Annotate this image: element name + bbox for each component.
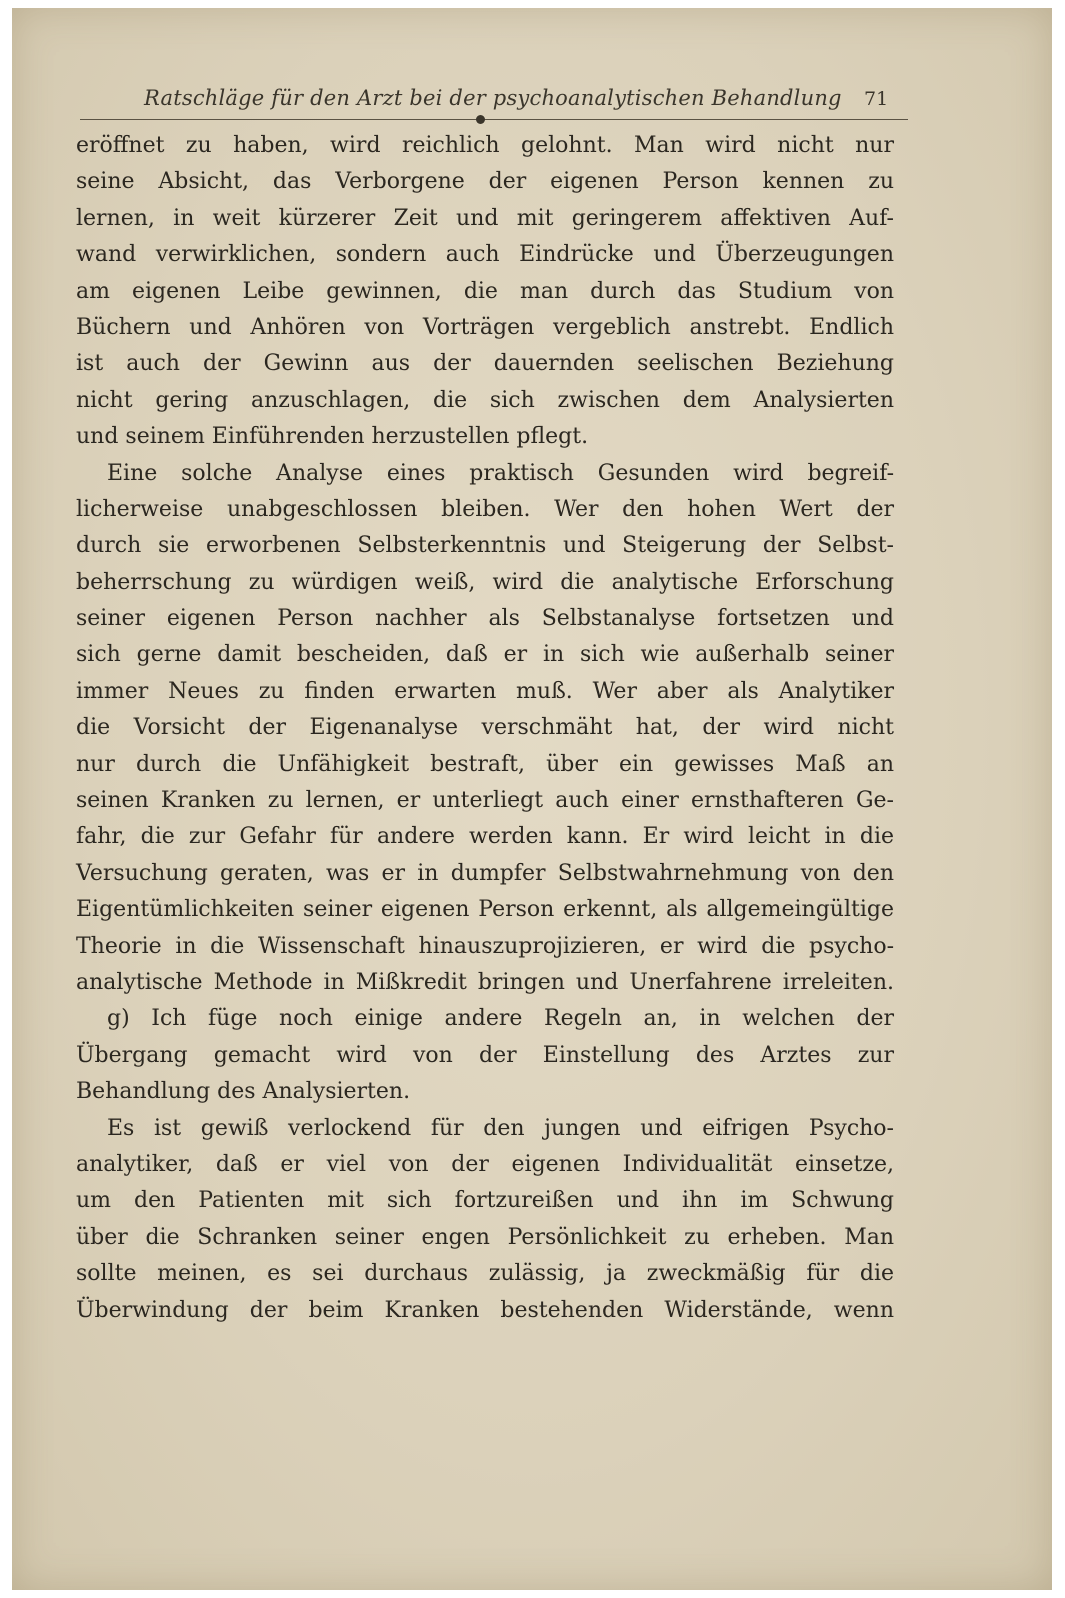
text-line: Überwindung der beim Kranken bestehenden Widerstände, wenn (76, 1297, 894, 1323)
body-text (76, 128, 894, 1329)
text-line: Behandlung des Analysierten. (76, 1079, 411, 1105)
page-header (12, 82, 1052, 122)
text-line: seine Absicht, das Verborgene der eigenen Person kennen zu (76, 169, 894, 195)
text-line: Es ist gewiß verlockend für den jungen und eifrigen Psycho- (107, 1115, 894, 1141)
text-line: ist auch der Gewinn aus der dauernden seelischen Beziehung (76, 351, 894, 377)
text-line: immer Neues zu finden erwarten muß. Wer aber als Analytiker (76, 678, 894, 704)
text-line: Versuchung geraten, was er in dumpfer Selbstwahrnehmung von den (76, 860, 894, 886)
text-line: sollte meinen, es sei durchaus zulässig, ja zweckmäßig für die (76, 1261, 894, 1287)
text-line: Büchern und Anhören von Vorträgen vergeblich anstrebt. Endlich (76, 314, 894, 340)
text-line: die Vorsicht der Eigenanalyse verschmäht hat, der wird nicht (76, 715, 894, 741)
text-line: lernen, in weit kürzerer Zeit und mit geringerem affektiven Auf- (76, 205, 894, 231)
page-number: 71 (864, 88, 889, 110)
text-line: seiner eigenen Person nachher als Selbstanalyse fortsetzen und (76, 606, 894, 632)
text-line: beherrschung zu würdigen weiß, wird die analytische Erforschung (76, 569, 894, 595)
running-title: Ratschläge für den Arzt bei der psychoanalytischen Behandlung (144, 86, 842, 110)
text-line: fahr, die zur Gefahr für andere werden kann. Er wird leicht in die (76, 824, 894, 850)
book-page (12, 8, 1052, 1590)
text-line: nicht gering anzuschlagen, die sich zwischen dem Analysierten (76, 387, 894, 413)
text-line: wand verwirklichen, sondern auch Eindrücke und Überzeugungen (76, 242, 894, 268)
text-line: analytiker, daß er viel von der eigenen Individualität einsetze, (76, 1151, 894, 1177)
text-line: eröffnet zu haben, wird reichlich gelohnt. Man wird nicht nur (76, 133, 894, 158)
text-line: g) Ich füge noch einige andere Regeln an, in welchen der (107, 1006, 894, 1032)
text-line: Übergang gemacht wird von der Einstellung des Arztes zur (76, 1042, 894, 1068)
text-line: seinen Kranken zu lernen, er unterliegt auch einer ernsthafteren Ge- (76, 788, 894, 814)
text-line: licherweise unabgeschlossen bleiben. Wer den hohen Wert der (76, 496, 894, 522)
text-line: über die Schranken seiner engen Persönlichkeit zu erheben. Man (76, 1224, 894, 1250)
text-line: Eine solche Analyse eines praktisch Gesunden wird begreif- (107, 460, 894, 486)
header-rule-ornament (476, 115, 485, 124)
text-line: durch sie erworbenen Selbsterkenntnis und Steigerung der Selbst- (76, 533, 894, 559)
text-line: Theorie in die Wissenschaft hinauszuprojizieren, er wird die psycho- (76, 933, 894, 959)
text-line: am eigenen Leibe gewinnen, die man durch das Studium von (76, 278, 894, 304)
text-line: nur durch die Unfähigkeit bestraft, über ein gewisses Maß an (76, 751, 894, 777)
text-line: und seinem Einführenden herzustellen pflegt. (76, 424, 589, 450)
text-line: um den Patienten mit sich fortzureißen und ihn im Schwung (76, 1188, 894, 1214)
text-line: analytische Methode in Mißkredit bringen und Unerfahrene irreleiten. (76, 969, 894, 995)
text-line: sich gerne damit bescheiden, daß er in sich wie außerhalb seiner (76, 642, 894, 668)
header-rule (80, 119, 908, 120)
text-line: Eigentümlichkeiten seiner eigenen Person erkennt, als allgemeingültige (76, 897, 894, 923)
